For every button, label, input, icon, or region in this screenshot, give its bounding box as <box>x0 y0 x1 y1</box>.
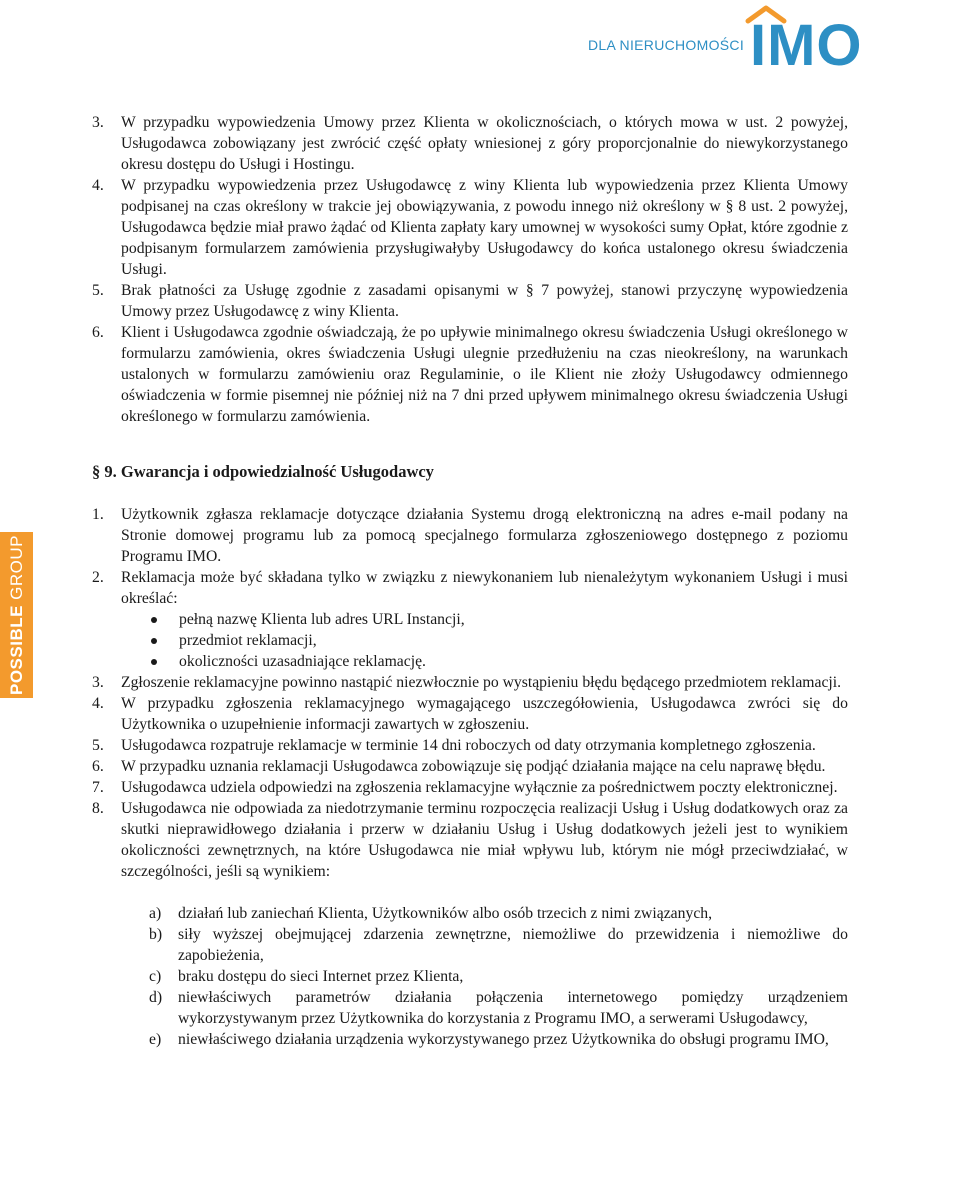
alpha-item: e) niewłaściwego działania urządzenia wykorzystywanego przez Użytkownika do obsługi programu IMO, <box>149 1031 829 1048</box>
warranty-list <box>92 504 848 882</box>
bullet-item: okoliczności uzasadniające reklamację. <box>121 651 848 672</box>
alpha-item: d) niewłaściwych parametrów działania połączenia internetowego pomiędzy urządzeniem wykorzystywanym przez Użytkownika do korzystania z Programu IMO, a serwerami Usługodawcy, <box>149 989 848 1027</box>
side-brand-label: POSSIBLE GROUP <box>6 534 26 696</box>
list-item: 4. W przypadku wypowiedzenia przez Usługodawcę z winy Klienta lub wypowiedzenia przez Klienta Umowy podpisanej na czas określony w trakcie jej obowiązywania, z powodu innego niż określony w § 8 ust. 2 powyżej, Usługodawca będzie miał prawo żądać od Klienta zapłaty kary umownej w wysokości sumy Opłat, które zgodnie z podpisanym formularzem zamówienia przysługiwałyby Usługodawcy do końca ustalonego okresu świadczenia Usługi. <box>92 177 848 278</box>
list-item: 3. Zgłoszenie reklamacyjne powinno nastąpić niezwłocznie po wystąpieniu błędu będącego przedmiotem reklamacji. <box>92 674 842 691</box>
bullet-item: przedmiot reklamacji, <box>121 630 848 651</box>
list-item: 4. W przypadku zgłoszenia reklamacyjnego wymagającego uszczegółowienia, Usługodawca zwróci się do Użytkownika o uzupełnienie informacji zawartych w zgłoszeniu. <box>92 695 848 733</box>
list-item: 6. Klient i Usługodawca zgodnie oświadczają, że po upływie minimalnego okresu świadczenia Usługi określonego w formularzu zamówienia, okres świadczenia Usługi ulegnie przedłużeniu na czas nieokreślony, na warunkach ustalonych w formularzu zamówieniu oraz Regulaminie, o ile Klient nie złoży Usługodawcy odmiennego oświadczenia w formie pisemnej nie później niż na 7 dni przed upływem minimalnego okresu świadczenia Usługi określonego w formularzu zamówienia. <box>92 324 848 425</box>
alpha-item: b) siły wyższej obejmującej zdarzenia zewnętrzne, niemożliwe do przewidzenia i niemożliwe do zapobieżenia, <box>149 926 848 964</box>
list-item: 1. Użytkownik zgłasza reklamacje dotyczące działania Systemu drogą elektroniczną na adres e-mail podany na Stronie domowej programu lub za pomocą specjalnego formularza zgłoszeniowego dostępnego z poziomu Programu IMO. <box>92 506 848 565</box>
alpha-item: a) działań lub zaniechań Klienta, Użytkowników albo osób trzecich z nimi związanych, <box>149 905 713 922</box>
termination-list <box>92 112 848 427</box>
section-heading: § 9. Gwarancja i odpowiedzialność Usługodawcy <box>92 462 434 481</box>
header-tagline: DLA NIERUCHOMOŚCI <box>588 37 745 53</box>
list-item: 5. Brak płatności za Usługę zgodnie z zasadami opisanymi w § 7 powyżej, stanowi przyczynę wypowiedzenia Umowy przez Usługodawcę z winy Klienta. <box>92 282 848 320</box>
bullet-list <box>121 609 848 672</box>
side-brand-tab <box>0 532 33 698</box>
logo-text: IMO <box>750 13 863 69</box>
alpha-list <box>92 903 848 1050</box>
bullet-item: pełną nazwę Klienta lub adres URL Instancji, <box>121 609 848 630</box>
list-item: 8. Usługodawca nie odpowiada za niedotrzymanie terminu rozpoczęcia realizacji Usług i Usług dodatkowych oraz za skutki nieprawidłowego działania i przerw w działaniu Usług i Usług dodatkowych jeżeli jest to wynikiem okoliczności zewnętrznych, na które Usługodawca nie miał wpływu lub, którym nie mógł przeciwdziałać, w szczególności, jeśli są wynikiem: <box>92 800 848 880</box>
list-item: 5. Usługodawca rozpatruje reklamacje w terminie 14 dni roboczych od daty otrzymania kompletnego zgłoszenia. <box>92 737 816 754</box>
document-body <box>92 112 848 1050</box>
list-item: 7. Usługodawca udziela odpowiedzi na zgłoszenia reklamacyjne wyłącznie za pośrednictwem poczty elektronicznej. <box>92 779 838 796</box>
alpha-item: c) braku dostępu do sieci Internet przez Klienta, <box>149 968 464 985</box>
list-item: 6. W przypadku uznania reklamacji Usługodawca zobowiązuje się podjąć działania mające na celu naprawę błędu. <box>92 758 826 775</box>
imo-logo <box>742 3 882 69</box>
list-item: 2. Reklamacja może być składana tylko w związku z niewykonaniem lub nienależytym wykonaniem Usługi i musi określać: pełną nazwę Klienta lub adres URL Instancji, przedmiot reklamacji, okoliczności uzasadniające reklamację. <box>92 569 848 670</box>
list-item: 3. W przypadku wypowiedzenia Umowy przez Klienta w okolicznościach, o których mowa w ust. 2 powyżej, Usługodawca zobowiązany jest zwrócić część opłaty wniesionej z góry proporcjonalnie do niewykorzystanego okresu dostępu do Usługi i Hostingu. <box>92 114 848 173</box>
